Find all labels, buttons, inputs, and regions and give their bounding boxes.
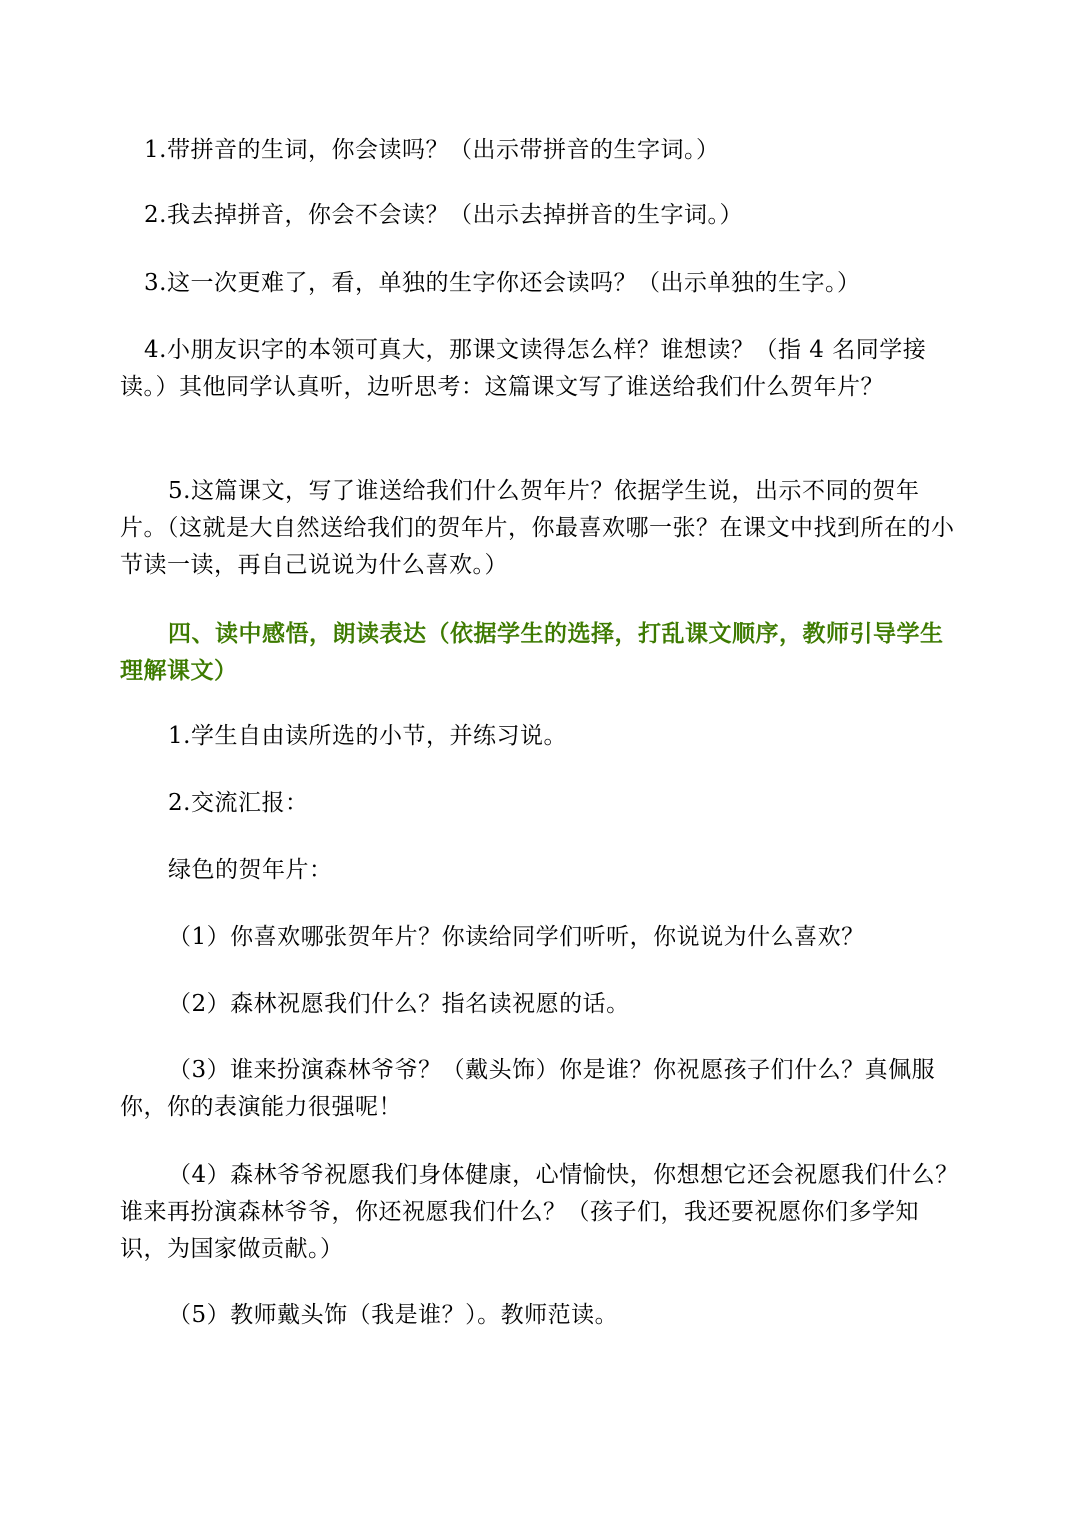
paragraph-6: 1.学生自由读所选的小节，并练习说。	[168, 723, 567, 749]
paragraph-3: 3.这一次更难了，看，单独的生字你还会读吗？（出示单独的生字。）	[144, 270, 861, 296]
paragraph-1: 1.带拼音的生词，你会读吗？（出示带拼音的生字词。）	[144, 137, 720, 163]
paragraph-9: （1）你喜欢哪张贺年片？你读给同学们听听，你说说为什么喜欢？	[168, 924, 865, 950]
paragraph-12: （4）森林爷爷祝愿我们身体健康，心情愉快，你想想它还会祝愿我们什么？谁来再扮演森林爷爷，你还祝愿我们什么？（孩子们，我还要祝愿你们多学知识，为国家做贡献。）	[120, 1162, 959, 1262]
paragraph-11: （3）谁来扮演森林爷爷？（戴头饰）你是谁？你祝愿孩子们什么？真佩服你，你的表演能力很强呢！	[120, 1057, 936, 1120]
paragraph-8: 绿色的贺年片：	[168, 857, 333, 883]
paragraph-7: 2.交流汇报：	[168, 790, 309, 816]
paragraph-10: （2）森林祝愿我们什么？指名读祝愿的话。	[168, 991, 630, 1017]
paragraph-4: 4.小朋友识字的本领可真大，那课文读得怎么样？谁想读？（指 4 名同学接读。）其他同学认真听，边听思考：这篇课文写了谁送给我们什么贺年片？	[120, 337, 927, 400]
paragraph-2: 2.我去掉拼音，你会不会读？（出示去掉拼音的生字词。）	[144, 202, 743, 228]
paragraph-13: （5）教师戴头饰（我是谁？）。教师范读。	[168, 1302, 619, 1328]
section-heading: 四、读中感悟，朗读表达（依据学生的选择，打乱课文顺序，教师引导学生理解课文）	[120, 620, 944, 684]
paragraph-5: 5.这篇课文，写了谁送给我们什么贺年片？依据学生说，出示不同的贺年片。（这就是大自然送给我们的贺年片，你最喜欢哪一张？在课文中找到所在的小节读一读，再自己说说为什么喜欢。）	[120, 478, 955, 578]
